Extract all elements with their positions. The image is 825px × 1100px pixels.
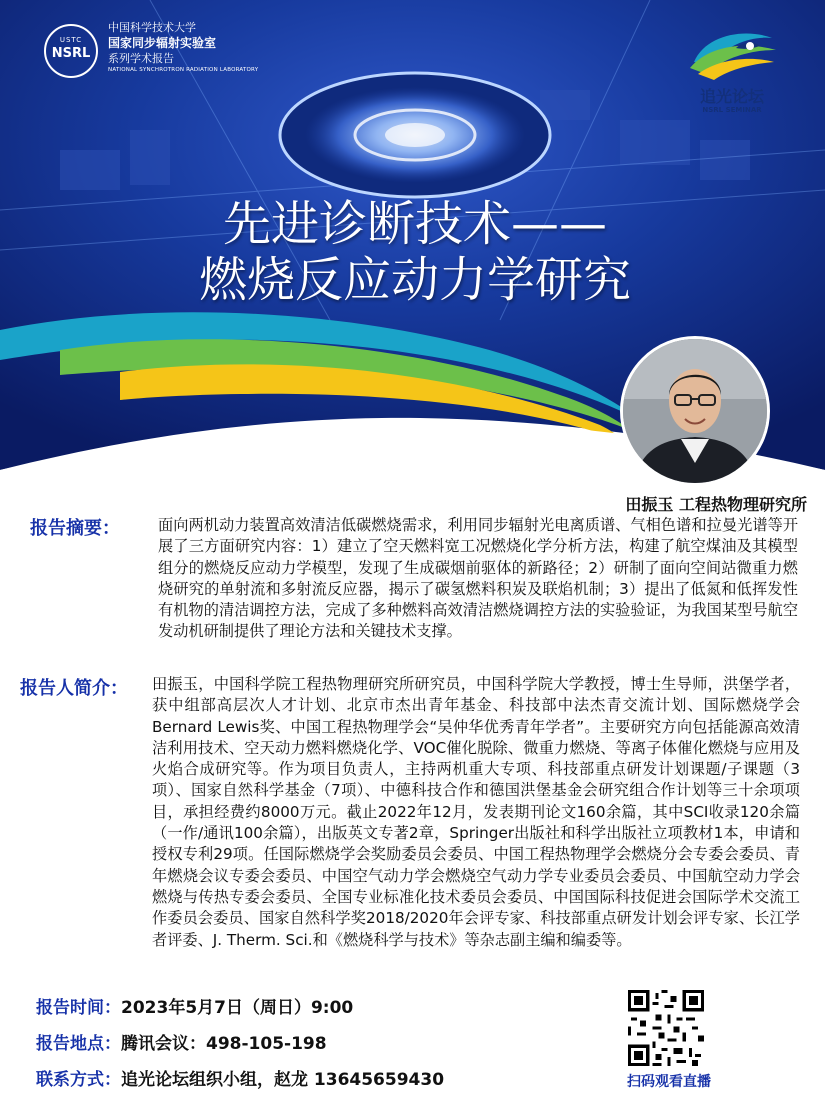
place-label: 报告地点： [36, 1034, 121, 1054]
lab-english-name: NATIONAL SYNCHROTRON RADIATION LABORATORY [108, 67, 259, 73]
place-value: 腾讯会议：498-105-198 [121, 1034, 327, 1054]
forum-name: 追光论坛 [699, 87, 764, 106]
contact-value: 追光论坛组织小组，赵龙 13645659430 [121, 1070, 445, 1090]
qr-code-icon [628, 990, 704, 1066]
qr-caption: 扫码观看直播 [627, 1074, 711, 1090]
lab-name-block [108, 20, 258, 75]
lab-name: 国家同步辐射实验室 [108, 36, 217, 50]
lab-logo [44, 20, 259, 80]
logo-main-text: NSRL [51, 46, 91, 61]
logo-top-text: USTC [59, 36, 83, 44]
title-line-2: 燃烧反应动力学研究 [198, 252, 631, 308]
institution-name: 中国科学技术大学 [108, 21, 196, 34]
place-row [36, 1029, 327, 1054]
speaker-caption: 田振玉 工程热物理研究所 [625, 495, 807, 514]
forum-logo [676, 24, 788, 124]
speaker-portrait-icon [623, 339, 767, 483]
contact-row [36, 1065, 444, 1090]
abstract-label: 报告摘要： [30, 518, 120, 539]
time-label: 报告时间： [36, 998, 121, 1018]
time-value: 2023年5月7日（周日）9:00 [121, 998, 354, 1018]
nsrl-emblem-icon [44, 24, 98, 78]
contact-label: 联系方式： [36, 1070, 121, 1090]
speaker-photo [620, 336, 770, 486]
title-line-1: 先进诊断技术—— [222, 196, 607, 252]
time-row [36, 993, 353, 1018]
series-name: 系列学术报告 [108, 52, 174, 65]
forum-english-name: NSRL SEMINAR [702, 106, 762, 114]
poster-title [150, 196, 680, 308]
forum-emblem-icon [676, 24, 788, 84]
bio-text: 田振玉，中国科学院工程热物理研究所研究员，中国科学院大学教授，博士生导师，洪堡学者，获中组部高层次人才计划、北京市杰出青年基金、科技部中法杰青交流计划、国际燃烧学会Bernard Lewis奖、中国工程热物理学会“吴仲华优秀青年学者”。主要研究方向包括能源高效清洁利用技术、空天动力燃料燃烧化学、VOC催化脱除、微重力燃烧、等离子体催化燃烧与应用及火焰合成研究等。作为项目负责人，主持两机重大专项、科技部重点研发计划课题/子课题（3项）、国家自然科学基金（7项）、中德科技合作和德国洪堡基金会研究组合作计划等三十余项项目，承担经费约8000万元。截止2022年12月，发表期刊论文160余篇，其中SCI收录120余篇（一作/通讯100余篇），出版英文专著2章，Springer出版社和科学出版社立项教材1本，申请和授权专利29项。任国际燃烧学会奖励委员会委员、中国工程热物理学会燃烧分会专委会委员、青年燃烧会议专委会委员、中国空气动力学会燃烧空气动力学专业委员会委员、中国航空动力学会燃烧与传热专委会委员、全国专业标准化技术委员会委员、中国国际科技促进会国际学术交流工作委员会委员、国家自然科学奖2018/2020年会评专家、科技部重点研发计划会评专家、长江学者评委、J. Therm. Sci.和《燃烧科学与技术》等杂志副主编和编委等。 [152, 675, 801, 949]
abstract-text: 面向两机动力装置高效清洁低碳燃烧需求，利用同步辐射光电离质谱、气相色谱和拉曼光谱等开展了三方面研究内容：1）建立了空天燃料宽工况燃烧化学分析方法，构建了航空煤油及其模型组分的燃烧反应动力学模型，发现了生成碳烟前驱体的新路径；2）研制了面向空间站微重力燃烧研究的单射流和多射流反应器，揭示了碳氢燃料积炭及联焰机制；3）提出了低氮和低挥发性有机物的清洁调控方法，完成了多种燃料高效清洁燃烧调控方法的实验验证，为我国某型号航空发动机研制提供了理论方法和关键技术支撑。 [158, 516, 798, 641]
bio-label: 报告人简介： [20, 678, 128, 699]
livestream-qr-code[interactable] [628, 990, 704, 1066]
